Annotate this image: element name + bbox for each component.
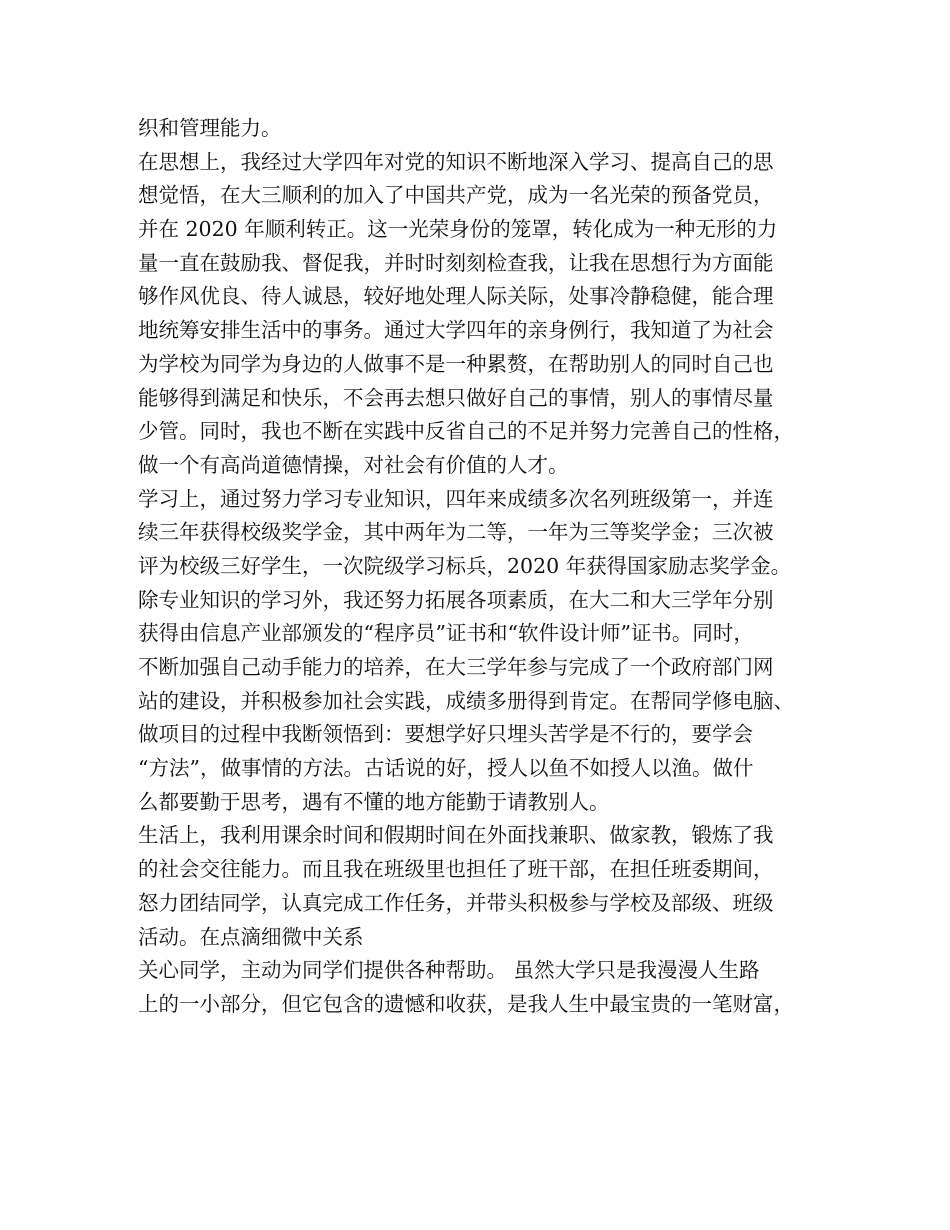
text-line: 获得由信息产业部颁发的“程序员”证书和“软件设计师”证书。同时， xyxy=(138,621,754,646)
text-line: 在思想上，我经过大学四年对党的知识不断地深入学习、提高自己的思 xyxy=(138,149,774,174)
text-line: 少管。同时，我也不断在实践中反省自己的不足并努力完善自己的性格， xyxy=(138,419,794,444)
text-line: 生活上，我利用课余时间和假期时间在外面找兼职、做家教，锻炼了我 xyxy=(138,823,774,848)
text-line: “方法”，做事情的方法。古话说的好，授人以鱼不如授人以渔。做什 xyxy=(138,756,754,781)
text-line: 做项目的过程中我断领悟到：要想学好只埋头苦学是不行的，要学会 xyxy=(138,722,753,747)
text-line: 上的一小部分，但它包含的遗憾和收获，是我人生中最宝贵的一笔财富， xyxy=(138,991,794,1016)
text-line: 么都要勤于思考，遇有不懂的地方能勤于请教别人。 xyxy=(138,789,610,814)
document-body xyxy=(138,112,838,1022)
text-line: 量一直在鼓励我、督促我，并时时刻刻检查我，让我在思想行为方面能 xyxy=(138,250,774,275)
text-line: 怒力团结同学，认真完成工作任务，并带头积极参与学校及部级、班级 xyxy=(138,890,774,915)
text-line: 评为校级三好学生，一次院级学习标兵，2020 年获得国家励志奖学金。 xyxy=(138,553,792,578)
text-line: 续三年获得校级奖学金，其中两年为二等，一年为三等奖学金；三次被 xyxy=(138,520,774,545)
text-line: 为学校为同学为身边的人做事不是一种累赘，在帮助别人的同时自己也 xyxy=(138,351,774,376)
text-line: 并在 2020 年顺利转正。这一光荣身份的笼罩，转化成为一种无形的力 xyxy=(138,217,778,242)
text-line: 做一个有高尚道德情操，对社会有价值的人才。 xyxy=(138,452,569,477)
text-line: 织和管理能力。 xyxy=(138,116,282,140)
text-line: 够作风优良、待人诚恳，较好地处理人际关际，处事冷静稳健，能合理 xyxy=(138,284,774,309)
text-line: 地统筹安排生活中的事务。通过大学四年的亲身例行，我知道了为社会 xyxy=(138,318,774,343)
text-line: 除专业知识的学习外，我还努力拓展各项素质，在大二和大三学年分别 xyxy=(138,587,774,612)
text-line: 想觉悟，在大三顺利的加入了中国共产党，成为一名光荣的预备党员， xyxy=(138,183,774,208)
text-line: 关心同学，主动为同学们提供各种帮助。 虽然大学只是我漫漫人生路 xyxy=(138,958,760,983)
text-line: 站的建设，并积极参加社会实践，成绩多册得到肯定。在帮同学修电脑、 xyxy=(138,688,794,713)
text-line: 不断加强自己动手能力的培养，在大三学年参与完成了一个政府部门网 xyxy=(138,655,774,679)
text-line: 能够得到满足和快乐，不会再去想只做好自己的事情，别人的事情尽量 xyxy=(138,385,774,410)
text-line: 活动。在点滴细微中关系 xyxy=(138,924,364,949)
text-line: 学习上，通过努力学习专业知识，四年来成绩多次名列班级第一，并连 xyxy=(138,486,774,511)
text-line: 的社会交往能力。而且我在班级里也担任了班干部，在担任班委期间， xyxy=(138,857,774,882)
